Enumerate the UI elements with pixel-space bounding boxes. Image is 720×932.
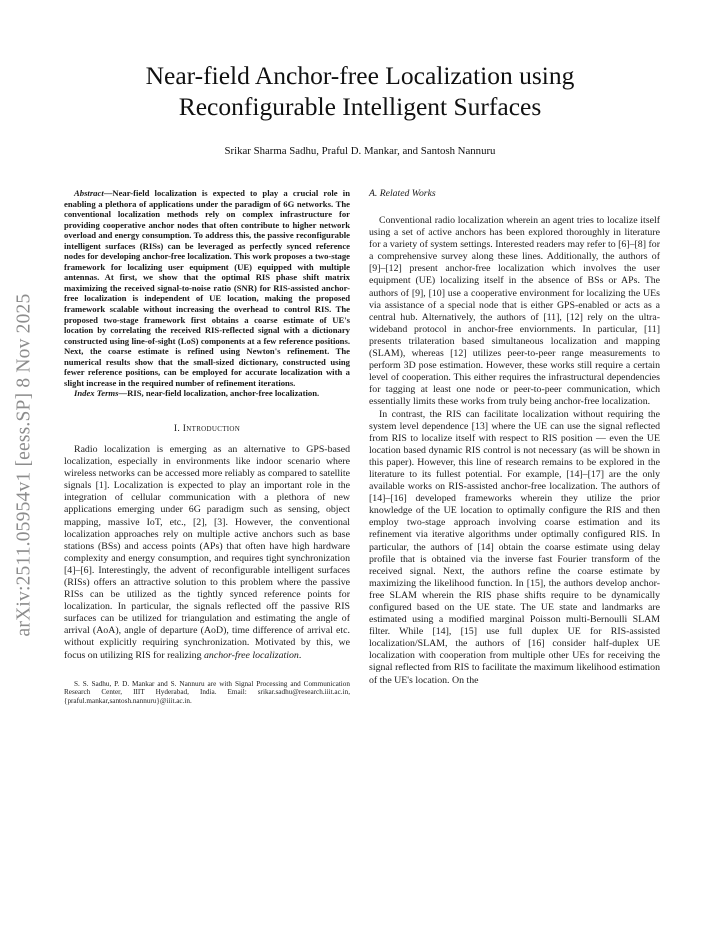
index-terms-lead: Index Terms: [74, 388, 119, 399]
subsection-heading-related-works: A. Related Works: [369, 188, 436, 199]
index-terms: [64, 388, 350, 399]
arxiv-stamp: [4, 245, 44, 685]
intro-paragraph: [64, 444, 350, 662]
intro-text: Radio localization is emerging as an alternative to GPS-based localization, especially in environments like indoor scenario where wireless networks can be accessed more reliably as compared to satellite signals [1]. Localization is expected to play an important role in the integration of cellular communication with a plethora of new applications emerging under 6G paradigm such as sensing, object mapping, massive IoT, etc., [2], [3]. However, the conventional localization approaches rely on multiple active anchors such as base stations (BSs) and access points (APs) that often have high hardware complexity and energy consumption, and requires tight synchronization [4]–[6]. Interestingly, the advent of reconfigurable intelligent surfaces (RISs) offers an attractive solution to this problem where the passive RISs can be utilized as the tightly synced reference points for localization. In particular, the signals reflected off the passive RIS surfaces can be utilized for triangulation and estimating the angle of arrival (AoA), angle of departure (AoD), time difference of arrival etc. without explicitly requiring synchronization. Motivated by this, we focus on utilizing RIS for realizing: [64, 443, 350, 661]
right-column: [369, 188, 660, 687]
section-heading-introduction: I. Introduction: [173, 422, 241, 434]
abstract: [64, 188, 350, 388]
title-line-2: Reconfigurable Intelligent Surfaces: [178, 92, 542, 121]
related-paragraph-2: In contrast, the RIS can facilitate localization without requiring the system level dependence [13] where the UE can use the signal reflected from RIS to localize itself with respect to RIS position — even the UE location based dynamic RIS control is not necessary (as will be shown in this paper). However, this line of research remains to be explored in the literature to its fullest potential. For example, [14]–[17] are the only available works on RIS-assisted anchor-free localization. The authors of [14]–[16] developed frameworks wherein they utilize the prior knowledge of the UE location to optimally configure the RIS and then employ two-stage approach involving coarse estimation and its refinement via iterative algorithms under optimally configured RIS. In particular, the authors of [14] obtain the coarse estimate using delay profile that is obtained via the inverse fast Fourier transform of the received signal. Next, the authors refine the coarse estimate by maximizing the likelihood function. In [15], the authors develop anchor-free SLAM wherein the RIS phase shifts require to be dynamically configured based on the UE state. The UE state and landmarks are estimated using a modified marginal Poisson multi-Bernoulli SLAM filter. While [14], [15] use full duplex UE for RIS-assisted localization/SLAM, the authors of [16] consider half-duplex UE localization with cooperation from multiple other UEs for receiving the signal reflected from RIS to facilitate the maximum likelihood estimation of the UE's location. On the: [369, 408, 660, 686]
index-terms-text: —RIS, near-field localization, anchor-free localization.: [118, 388, 320, 399]
paper-title: [80, 60, 640, 122]
intro-emphasis: anchor-free localization: [203, 649, 299, 661]
author-list: Srikar Sharma Sadhu, Praful D. Mankar, and Santosh Nannuru: [224, 145, 496, 157]
arxiv-stamp-text[interactable]: arXiv:2511.05954v1 [eess.SP] 8 Nov 2025: [13, 293, 35, 637]
intro-end: .: [298, 649, 302, 661]
abstract-lead: Abstract: [74, 188, 104, 198]
title-line-1: Near-field Anchor-free Localization using: [145, 61, 575, 90]
abstract-text: —Near-field localization is expected to play a crucial role in enabling a plethora of applications under the paradigm of 6G networks. The conventional localization methods rely on complex infrastructure for providing cooperative anchor nodes that often contribute to higher network overload and energy consumption. To address this, the passive reconfigurable intelligent surfaces (RISs) can be leveraged as perfectly synced reference nodes for developing anchor-free localization. This work proposes a two-stage framework for localizing user equipment (UE) equipped with multiple antennas. At first, we show that the optimal RIS phase shift matrix maximizing the received signal-to-noise ratio (SNR) for RIS-assisted anchor-free localization is independent of UE location, making the proposed framework scalable without increasing the overhead to control RIS. The proposed two-stage framework first obtains a coarse estimate of UE's location by correlating the received RIS-reflected signal with a dictionary constructed using line-of-sight (LoS) components at a few reference positions. Next, the coarse estimate is refined using Newton's refinement. The numerical results show that the small-sized dictionary, constructed using fewer reference positions, can be employed for accurate localization with a slight increase in the required number of refinement iterations.: [64, 188, 350, 388]
left-column: [64, 188, 350, 705]
author-footnote: S. S. Sadhu, P. D. Mankar and S. Nannuru are with Signal Processing and Communication Research Center, IIIT Hyderabad, India. Email: srikar.sadhu@research.iiit.ac.in, {praful.mankar,santosh.nannuru}@iiit.ac.in.: [64, 679, 350, 705]
related-paragraph-1: Conventional radio localization wherein an agent tries to localize itself using a set of active anchors has been explored thoroughly in literature for a variety of system settings. Interested readers may refer to [6]–[8] for a comprehensive survey along these lines. Additionally, the authors of [9]–[12] present anchor-free localization which involves the user equipment (UE) localizing itself in the absence of BSs or APs. The authors of [9], [10] use a cooperative environment for localizing the UEs via assistance of a special node that is either GPS-enabled or acts as a central hub. Alternatively, the authors of [11], [12] rely on the ultra-wideband protocol in anchor-free enviornments. In particular, [11] presents trilateration based simultaneous localization and mapping (SLAM), whereas [12] utilizes peer-to-peer range measurements to perform 3D pose estimation. However, these works still require a certain level of cooperation. This either requires the infrastructural dependencies for tagging at least one node or peer-to-peer communication, which essentially limits these works from truly being anchor-free localization.: [369, 215, 660, 408]
